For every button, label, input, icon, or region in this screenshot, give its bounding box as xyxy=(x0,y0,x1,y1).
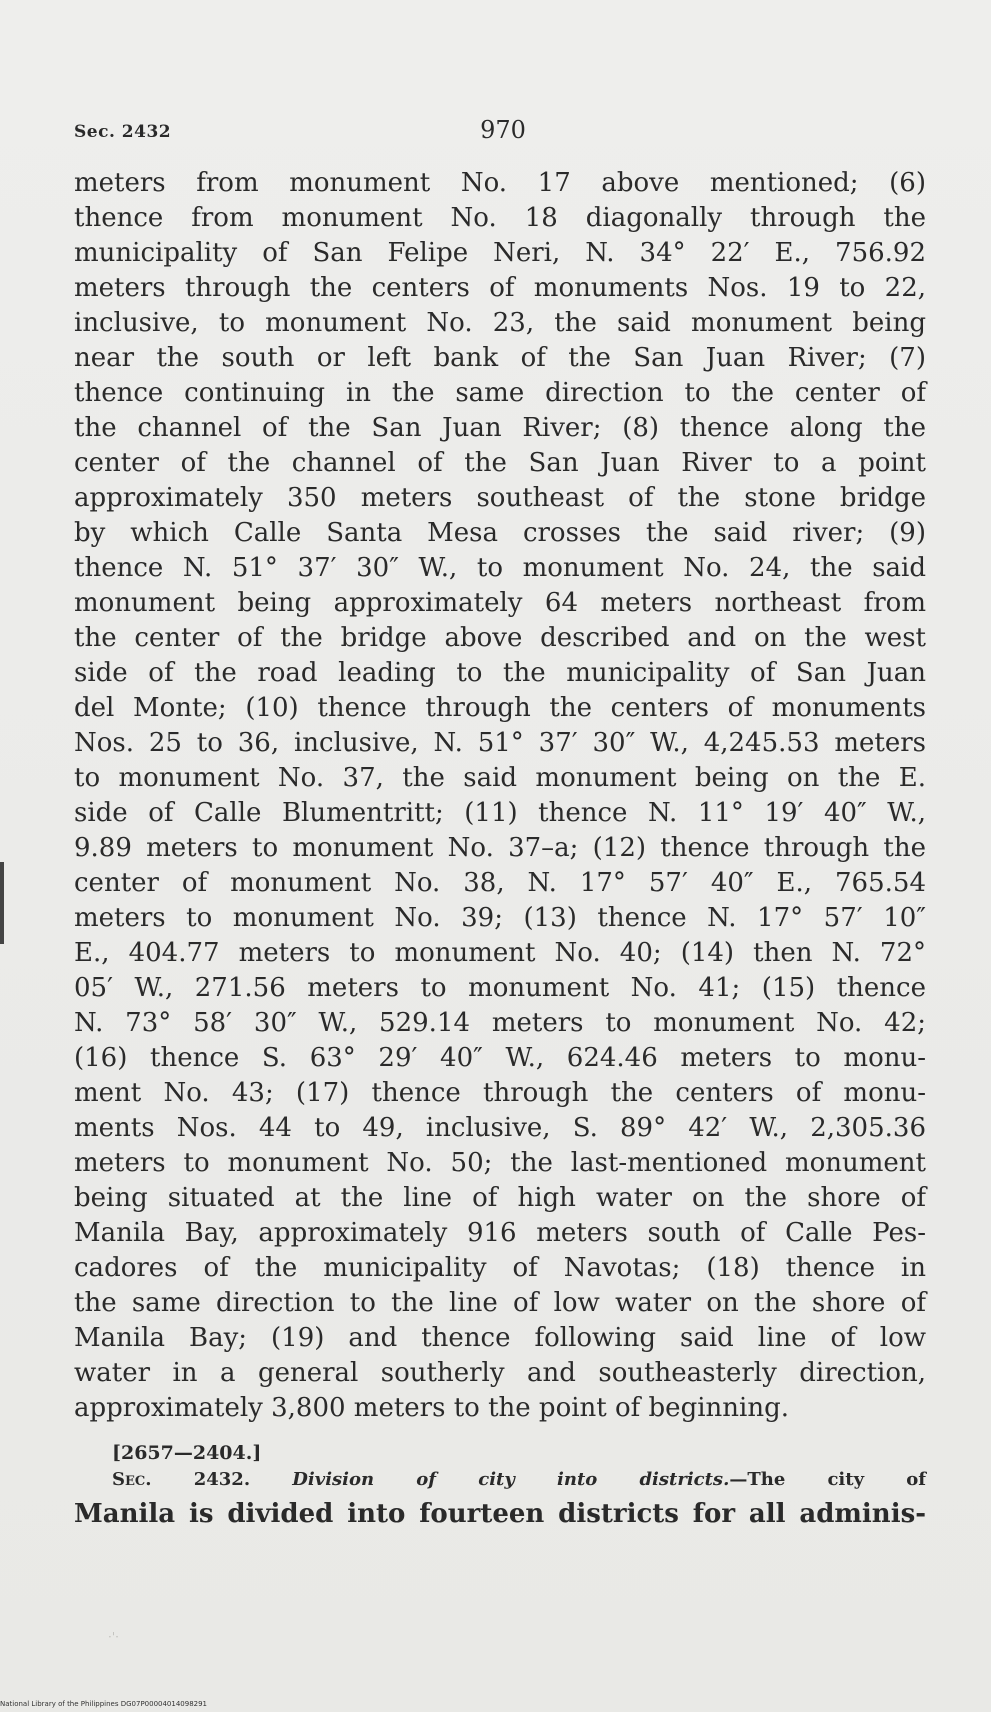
text-line: approximately 3,800 meters to the point of beginning. xyxy=(74,1393,789,1423)
binding-edge-mark xyxy=(0,862,4,944)
text-line: the center of the bridge above described and on the west xyxy=(74,623,926,653)
text-line: approximately 350 meters southeast of the stone bridge xyxy=(74,483,926,513)
text-line: thence N. 51° 37′ 30″ W., to monument No. 24, the said xyxy=(74,553,926,583)
page-number: 970 xyxy=(480,116,526,144)
text-line: thence continuing in the same direction to the center of xyxy=(74,378,926,408)
text-line: side of the road leading to the municipality of San Juan xyxy=(74,658,926,688)
section-text-start: —The city of xyxy=(729,1469,926,1490)
text-line: the same direction to the line of low water on the shore of xyxy=(74,1288,926,1318)
text-line: to monument No. 37, the said monument being on the E. xyxy=(74,763,926,793)
section-label: Sec. 2432. xyxy=(112,1469,251,1490)
text-line: meters to monument No. 50; the last-mentioned monument xyxy=(74,1148,926,1178)
text-line: inclusive, to monument No. 23, the said monument being xyxy=(74,308,926,338)
text-line: Manila Bay, approximately 916 meters south of Calle Pes- xyxy=(74,1218,926,1248)
section-heading: Division of city into districts. xyxy=(292,1469,730,1490)
text-line: monument being approximately 64 meters northeast from xyxy=(74,588,926,618)
text-line: ment No. 43; (17) thence through the centers of monu- xyxy=(74,1078,926,1108)
text-line: meters through the centers of monuments Nos. 19 to 22, xyxy=(74,273,926,303)
body-text xyxy=(74,166,926,1426)
section-first-line xyxy=(74,1462,926,1497)
text-line: Nos. 25 to 36, inclusive, N. 51° 37′ 30″ W., 4,245.53 meters xyxy=(74,728,926,758)
digitization-footer: National Library of the Philippines DG07P00004014098291 xyxy=(0,1700,208,1708)
section-second-line: Manila is divided into fourteen districts for all adminis- xyxy=(74,1499,926,1529)
running-head xyxy=(72,116,924,146)
text-line: Manila Bay; (19) and thence following said line of low xyxy=(74,1323,926,1353)
text-line: (16) thence S. 63° 29′ 40″ W., 624.46 meters to monu- xyxy=(74,1043,926,1073)
text-line: cadores of the municipality of Navotas; (18) thence in xyxy=(74,1253,926,1283)
text-line: near the south or left bank of the San Juan River; (7) xyxy=(74,343,926,373)
text-line: municipality of San Felipe Neri, N. 34° 22′ E., 756.92 xyxy=(74,238,926,268)
source-citation: [2657—2404.] xyxy=(112,1442,262,1464)
text-line: water in a general southerly and southeasterly direction, xyxy=(74,1358,926,1388)
text-line: center of the channel of the San Juan River to a point xyxy=(74,448,926,478)
text-line: 9.89 meters to monument No. 37–a; (12) thence through the xyxy=(74,833,926,863)
text-line: del Monte; (10) thence through the centers of monuments xyxy=(74,693,926,723)
text-line: the channel of the San Juan River; (8) thence along the xyxy=(74,413,926,443)
page-smudge: ·'· xyxy=(108,1630,119,1644)
text-line: E., 404.77 meters to monument No. 40; (14) then N. 72° xyxy=(74,938,926,968)
text-line: side of Calle Blumentritt; (11) thence N. 11° 19′ 40″ W., xyxy=(74,798,926,828)
text-line: by which Calle Santa Mesa crosses the said river; (9) xyxy=(74,518,926,548)
text-line: meters from monument No. 17 above mentioned; (6) xyxy=(74,168,926,198)
text-line: being situated at the line of high water on the shore of xyxy=(74,1183,926,1213)
text-line: 05′ W., 271.56 meters to monument No. 41; (15) thence xyxy=(74,973,926,1003)
text-line: N. 73° 58′ 30″ W., 529.14 meters to monument No. 42; xyxy=(74,1008,926,1038)
text-line: thence from monument No. 18 diagonally through the xyxy=(74,203,926,233)
text-line: ments Nos. 44 to 49, inclusive, S. 89° 42′ W., 2,305.36 xyxy=(74,1113,926,1143)
section-2432 xyxy=(74,1462,926,1532)
text-line: meters to monument No. 39; (13) thence N. 17° 57′ 10″ xyxy=(74,903,926,933)
section-reference: Sec. 2432 xyxy=(74,122,172,142)
text-line: center of monument No. 38, N. 17° 57′ 40″ E., 765.54 xyxy=(74,868,926,898)
